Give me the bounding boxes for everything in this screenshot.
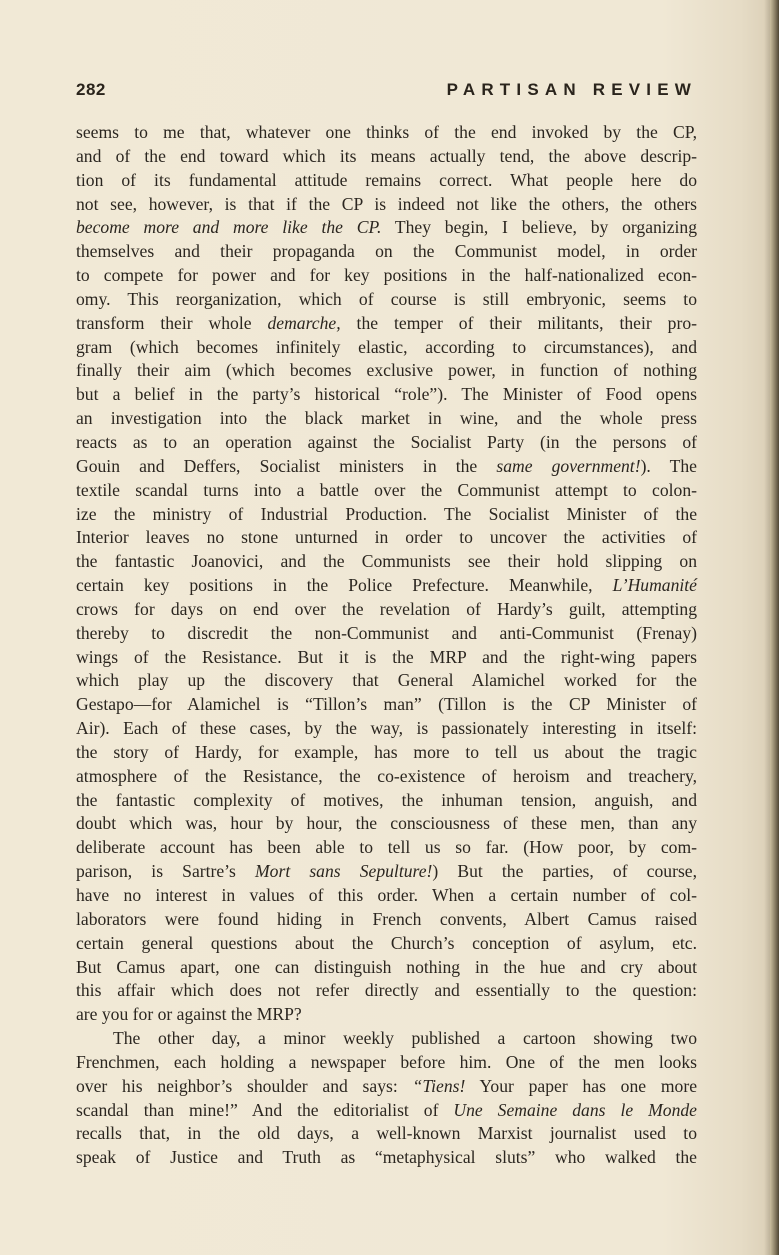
text-line xyxy=(76,431,697,455)
text-segment: seems to me that, whatever one thinks of the end invoked by the CP, xyxy=(76,122,697,142)
text-segment: over his neighbor’s shoulder and says: xyxy=(76,1075,413,1096)
text-line xyxy=(76,240,697,264)
text-line xyxy=(76,646,697,670)
italic-text: Une Semaine dans le Monde xyxy=(453,1099,697,1120)
italic-text: Mort sans Sepulture! xyxy=(255,861,433,882)
text-segment: but a belief in the party’s historical “role”). The Minister of Food opens xyxy=(76,384,697,405)
text-segment: finally their aim (which becomes exclusive power, in function of nothing xyxy=(76,360,697,381)
text-segment: Frenchmen, each holding a newspaper before him. One of the men looks xyxy=(76,1051,697,1072)
text-segment: tion of its fundamental attitude remains correct. What people here do xyxy=(76,169,697,190)
text-segment: certain general questions about the Church’s conception of asylum, etc. xyxy=(76,932,697,953)
text-line xyxy=(76,956,697,980)
text-line xyxy=(76,1099,697,1123)
text-segment: transform their whole xyxy=(76,312,268,333)
text-segment: the story of Hardy, for example, has more to tell us about the tragic xyxy=(76,741,697,762)
text-line xyxy=(76,359,697,383)
text-segment: themselves and their propaganda on the Communist model, in order xyxy=(76,241,697,262)
text-segment: scandal than mine!” And the editorialist of xyxy=(76,1099,454,1120)
text-line xyxy=(76,503,697,527)
text-line xyxy=(76,264,697,288)
text-segment: have no interest in values of this order. When a certain number of col- xyxy=(76,885,697,905)
text-segment: reacts as to an operation against the Socialist Party (in the persons of xyxy=(76,431,697,452)
text-line xyxy=(76,1027,697,1051)
text-line xyxy=(76,812,697,836)
text-line xyxy=(76,574,697,598)
text-segment: atmosphere of the Resistance, the co-existence of heroism and treachery, xyxy=(76,765,697,786)
text-line xyxy=(76,884,697,908)
journal-title: PARTISAN REVIEW xyxy=(446,80,697,99)
text-line xyxy=(76,383,697,407)
text-segment: ). The xyxy=(640,455,697,476)
text-line xyxy=(76,1075,697,1099)
text-segment: omy. This reorganization, which of course is still embryonic, seems to xyxy=(76,288,697,309)
text-line xyxy=(76,622,697,646)
text-segment: crows for days on end over the revelation of Hardy’s guilt, attempting xyxy=(76,598,697,619)
text-segment: Interior leaves no stone unturned in order to uncover the activities of xyxy=(76,527,697,548)
italic-text: same government! xyxy=(496,455,641,476)
text-segment: The other day, a minor weekly published a cartoon showing two xyxy=(113,1028,697,1049)
text-line xyxy=(76,1146,697,1170)
text-line xyxy=(76,765,697,789)
running-header xyxy=(76,80,697,104)
text-line xyxy=(76,121,697,145)
text-line xyxy=(76,908,697,932)
text-line xyxy=(76,1051,697,1075)
text-line xyxy=(76,455,697,479)
text-segment: certain key positions in the Police Prefecture. Meanwhile, xyxy=(76,575,613,596)
text-segment: this affair which does not refer directly and essentially to the question: xyxy=(76,980,697,1001)
text-line xyxy=(76,407,697,431)
text-segment: the fantastic Joanovici, and the Communists see their hold slipping on xyxy=(76,551,697,572)
text-line xyxy=(76,693,697,717)
text-line xyxy=(76,669,697,693)
text-segment: thereby to discredit the non-Communist and anti-Communist (Frenay) xyxy=(76,622,697,643)
text-segment: the fantastic complexity of motives, the inhuman tension, anguish, and xyxy=(76,789,697,810)
text-segment: deliberate account has been able to tell us so far. (How poor, by com- xyxy=(76,837,697,858)
italic-text: “Tiens! xyxy=(412,1075,466,1096)
text-segment: recalls that, in the old days, a well-known Marxist journalist used to xyxy=(76,1123,697,1144)
text-line xyxy=(76,932,697,956)
text-segment: laborators were found hiding in French convents, Albert Camus raised xyxy=(76,908,697,929)
text-line xyxy=(76,1003,697,1027)
italic-text: become more and more like the CP. xyxy=(76,217,382,238)
text-line xyxy=(76,789,697,813)
text-segment: Your paper has one more xyxy=(465,1075,698,1096)
text-segment: are you for or against the MRP? xyxy=(76,1004,302,1025)
text-segment: speak of Justice and Truth as “metaphysical sluts” who walked the xyxy=(76,1147,697,1168)
text-segment: Gestapo—for Alamichel is “Tillon’s man” (Tillon is the CP Minister of xyxy=(76,694,697,715)
text-line xyxy=(76,193,697,217)
text-line xyxy=(76,1122,697,1146)
text-segment: which play up the discovery that General Alamichel worked for the xyxy=(76,670,697,691)
text-segment: to compete for power and for key positions in the half-nationalized econ- xyxy=(76,265,697,286)
text-segment: But Camus apart, one can distinguish nothing in the hue and cry about xyxy=(76,956,697,977)
text-segment: an investigation into the black market in wine, and the whole press xyxy=(76,408,697,429)
text-segment: not see, however, is that if the CP is indeed not like the others, the others xyxy=(76,193,697,214)
text-segment: wings of the Resistance. But it is the MRP and the right-wing papers xyxy=(76,646,697,667)
page-number: 282 xyxy=(76,80,106,99)
italic-text: demarche, xyxy=(267,312,341,333)
text-segment: gram (which becomes infinitely elastic, according to circumstances), and xyxy=(76,336,697,357)
text-line xyxy=(76,526,697,550)
text-line xyxy=(76,860,697,884)
text-segment: the temper of their militants, their pro- xyxy=(340,312,697,333)
text-line xyxy=(76,169,697,193)
text-line xyxy=(76,145,697,169)
text-line xyxy=(76,479,697,503)
text-line xyxy=(76,717,697,741)
text-segment: doubt which was, hour by hour, the consciousness of these men, than any xyxy=(76,813,697,834)
text-line xyxy=(76,836,697,860)
text-line xyxy=(76,312,697,336)
italic-text: L’Humanité xyxy=(612,575,697,596)
text-segment: They begin, I believe, by organizing xyxy=(381,217,697,238)
binding-edge xyxy=(770,0,779,1255)
text-line xyxy=(76,550,697,574)
text-line xyxy=(76,979,697,1003)
text-segment: ) But the parties, of course, xyxy=(432,861,697,882)
text-line xyxy=(76,598,697,622)
text-line xyxy=(76,336,697,360)
text-segment: Air). Each of these cases, by the way, is passionately interesting in itself: xyxy=(76,718,697,739)
text-line xyxy=(76,288,697,312)
text-line xyxy=(76,741,697,765)
text-segment: textile scandal turns into a battle over the Communist attempt to colon- xyxy=(76,479,697,500)
text-segment: ize the ministry of Industrial Production. The Socialist Minister of the xyxy=(76,503,697,524)
article-body xyxy=(76,121,697,1170)
text-segment: and of the end toward which its means actually tend, the above descrip- xyxy=(76,145,697,166)
text-line xyxy=(76,216,697,240)
text-segment: parison, is Sartre’s xyxy=(76,861,256,882)
text-segment: Gouin and Deffers, Socialist ministers in the xyxy=(76,455,497,476)
